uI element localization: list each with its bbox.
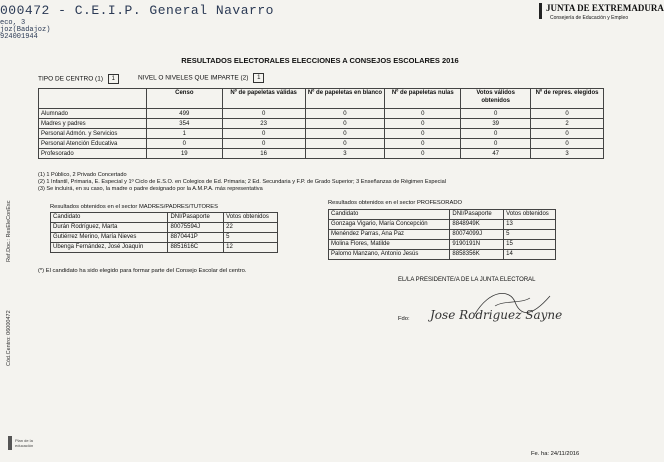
candidate-dni: 8851616C bbox=[168, 243, 224, 253]
candidate-name: Gutiérrez Merino, María Nieves bbox=[51, 233, 168, 243]
table-row bbox=[329, 230, 556, 240]
cell: 1 bbox=[146, 129, 222, 139]
candidate-dni: 8858356K bbox=[450, 250, 504, 260]
candidate-name: Gonzaga Vigario, María Concepción bbox=[329, 220, 450, 230]
candidate-dni: 9190191N bbox=[450, 240, 504, 250]
results-header: Nº de papeletas válidas bbox=[222, 89, 305, 109]
cell: 354 bbox=[146, 119, 222, 129]
notes bbox=[38, 172, 446, 193]
cell: 0 bbox=[222, 109, 305, 119]
candidate-name: Molina Flores, Matilde bbox=[329, 240, 450, 250]
cell: 19 bbox=[146, 149, 222, 159]
cell: 2 bbox=[531, 119, 604, 129]
cell: 0 bbox=[385, 149, 461, 159]
table-row bbox=[39, 149, 604, 159]
note: (1) 1 Público, 2 Privado Concertado bbox=[38, 172, 127, 178]
fdo-label: Fdo: bbox=[398, 316, 410, 322]
cell: 0 bbox=[305, 109, 385, 119]
tipo-centro bbox=[38, 74, 119, 84]
parents-caption: Resultados obtenidos en el sector MADRES/PADRES/TUTORES bbox=[50, 204, 218, 210]
cell: 3 bbox=[531, 149, 604, 159]
nivel-label: NIVEL O NIVELES QUE IMPARTE (2) bbox=[138, 74, 249, 82]
parents-table bbox=[50, 212, 278, 253]
cell: 0 bbox=[305, 129, 385, 139]
side-cod-centro: Cód.Centro: 06000472 bbox=[6, 310, 12, 366]
note: (2) 1 Infantil, Primaria, E. Especial y 1º Ciclo de E.S.O. en Colegios de Ed. Primaria; 2 Ed. Secundaria y F.P. de Grado Superior; 3 Enseñanzas de Régimen Especial bbox=[38, 179, 447, 185]
school-city: joz(Badajoz) bbox=[0, 26, 51, 34]
candidate-votes: 14 bbox=[504, 250, 556, 260]
table-row bbox=[39, 109, 604, 119]
results-header: Nº de papeletas en blanco bbox=[305, 89, 385, 109]
cell: 0 bbox=[531, 129, 604, 139]
signature-name: Jose Rodriguez Sayne bbox=[430, 308, 563, 322]
signature-stroke bbox=[495, 298, 530, 306]
candidate-dni: 80074099J bbox=[450, 230, 504, 240]
col-header: DNI/Pasaporte bbox=[450, 210, 504, 220]
row-label: Personal Admón. y Servicios bbox=[39, 129, 147, 139]
nivel-value: 1 bbox=[253, 73, 264, 83]
cell: 0 bbox=[531, 109, 604, 119]
cell: 0 bbox=[305, 119, 385, 129]
document-title: RESULTADOS ELECTORALES ELECCIONES A CONSEJOS ESCOLARES 2016 bbox=[181, 56, 459, 65]
cell: 16 bbox=[222, 149, 305, 159]
cell: 0 bbox=[385, 129, 461, 139]
tipo-centro-value: 1 bbox=[108, 74, 119, 84]
cell: 0 bbox=[146, 139, 222, 149]
teachers-table bbox=[328, 209, 556, 260]
col-header: DNI/Pasaporte bbox=[168, 213, 224, 223]
results-header: Nº de papeletas nulas bbox=[385, 89, 461, 109]
cell: 0 bbox=[461, 109, 531, 119]
col-header: Votos obtenidos bbox=[224, 213, 278, 223]
candidate-name: Ubenga Fernández, José Joaquín bbox=[51, 243, 168, 253]
junta-subtitle: Consejería de Educación y Empleo bbox=[550, 15, 629, 21]
parents-header-row bbox=[51, 213, 278, 223]
row-label: Personal Atención Educativa bbox=[39, 139, 147, 149]
elected-footnote: (*) El candidato ha sido elegido para formar parte del Consejo Escolar del centro. bbox=[38, 268, 247, 274]
cell: 0 bbox=[531, 139, 604, 149]
candidate-dni: 8870441P bbox=[168, 233, 224, 243]
tipo-centro-label: TIPO DE CENTRO (1) bbox=[38, 75, 104, 83]
table-row bbox=[51, 243, 278, 253]
cell: 0 bbox=[222, 139, 305, 149]
candidate-votes: 15 bbox=[504, 240, 556, 250]
teachers-caption: Resultados obtenidos en el sector PROFESORADO bbox=[328, 200, 463, 206]
candidate-name: Menéndez Parras, Ana Paz bbox=[329, 230, 450, 240]
cell: 3 bbox=[305, 149, 385, 159]
signature-role: EL/LA PRESIDENTE/A DE LA JUNTA ELECTORAL bbox=[398, 277, 536, 283]
row-label: Alumnado bbox=[39, 109, 147, 119]
table-row bbox=[39, 139, 604, 149]
school-phone: 924001944 bbox=[0, 33, 38, 41]
cell: 0 bbox=[385, 109, 461, 119]
results-header: Votos válidos obtenidos bbox=[461, 89, 531, 109]
candidate-votes: 22 bbox=[224, 223, 278, 233]
candidate-dni: 8848949K bbox=[450, 220, 504, 230]
cell: 499 bbox=[146, 109, 222, 119]
cell: 0 bbox=[222, 129, 305, 139]
results-header bbox=[39, 89, 147, 109]
school-name: 000472 - C.E.I.P. General Navarro bbox=[0, 3, 274, 18]
nivel bbox=[138, 73, 264, 83]
document-date: Fe. ha: 24/11/2016 bbox=[531, 451, 580, 457]
col-header: Candidato bbox=[51, 213, 168, 223]
results-header-row bbox=[39, 89, 604, 109]
footer-logo-bar bbox=[8, 436, 12, 450]
cell: 0 bbox=[385, 119, 461, 129]
results-header: Censo bbox=[146, 89, 222, 109]
candidate-name: Durán Rodríguez, Marta bbox=[51, 223, 168, 233]
table-row bbox=[329, 240, 556, 250]
cell: 0 bbox=[461, 129, 531, 139]
col-header: Votos obtenidos bbox=[504, 210, 556, 220]
candidate-votes: 13 bbox=[504, 220, 556, 230]
table-row bbox=[51, 223, 278, 233]
cell: 0 bbox=[305, 139, 385, 149]
cell: 0 bbox=[385, 139, 461, 149]
row-label: Madres y padres bbox=[39, 119, 147, 129]
cell: 47 bbox=[461, 149, 531, 159]
cell: 39 bbox=[461, 119, 531, 129]
junta-logo-text: JUNTA DE EXTREMADURA bbox=[546, 3, 664, 13]
footer-logo-text: Plan de la educación bbox=[15, 438, 34, 448]
candidate-name: Palomo Manzano, Antonio Jesús bbox=[329, 250, 450, 260]
side-ref-doc: Ref.Doc.: ResEleConEsc bbox=[6, 200, 12, 262]
note: (3) Se incluirá, en su caso, la madre o padre designado por la A.M.P.A. más representativa bbox=[38, 186, 263, 192]
col-header: Candidato bbox=[329, 210, 450, 220]
table-row bbox=[39, 119, 604, 129]
school-address: eco, 3 bbox=[0, 19, 26, 27]
cell: 0 bbox=[461, 139, 531, 149]
candidate-votes: 12 bbox=[224, 243, 278, 253]
candidate-votes: 5 bbox=[224, 233, 278, 243]
table-row bbox=[329, 250, 556, 260]
row-label: Profesorado bbox=[39, 149, 147, 159]
cell: 23 bbox=[222, 119, 305, 129]
table-row bbox=[51, 233, 278, 243]
results-header: Nº de repres. elegidos bbox=[531, 89, 604, 109]
table-row bbox=[39, 129, 604, 139]
junta-logo-bar bbox=[539, 3, 542, 19]
candidate-dni: 80075594J bbox=[168, 223, 224, 233]
results-table bbox=[38, 88, 604, 159]
table-row bbox=[329, 220, 556, 230]
candidate-votes: 5 bbox=[504, 230, 556, 240]
teachers-header-row bbox=[329, 210, 556, 220]
